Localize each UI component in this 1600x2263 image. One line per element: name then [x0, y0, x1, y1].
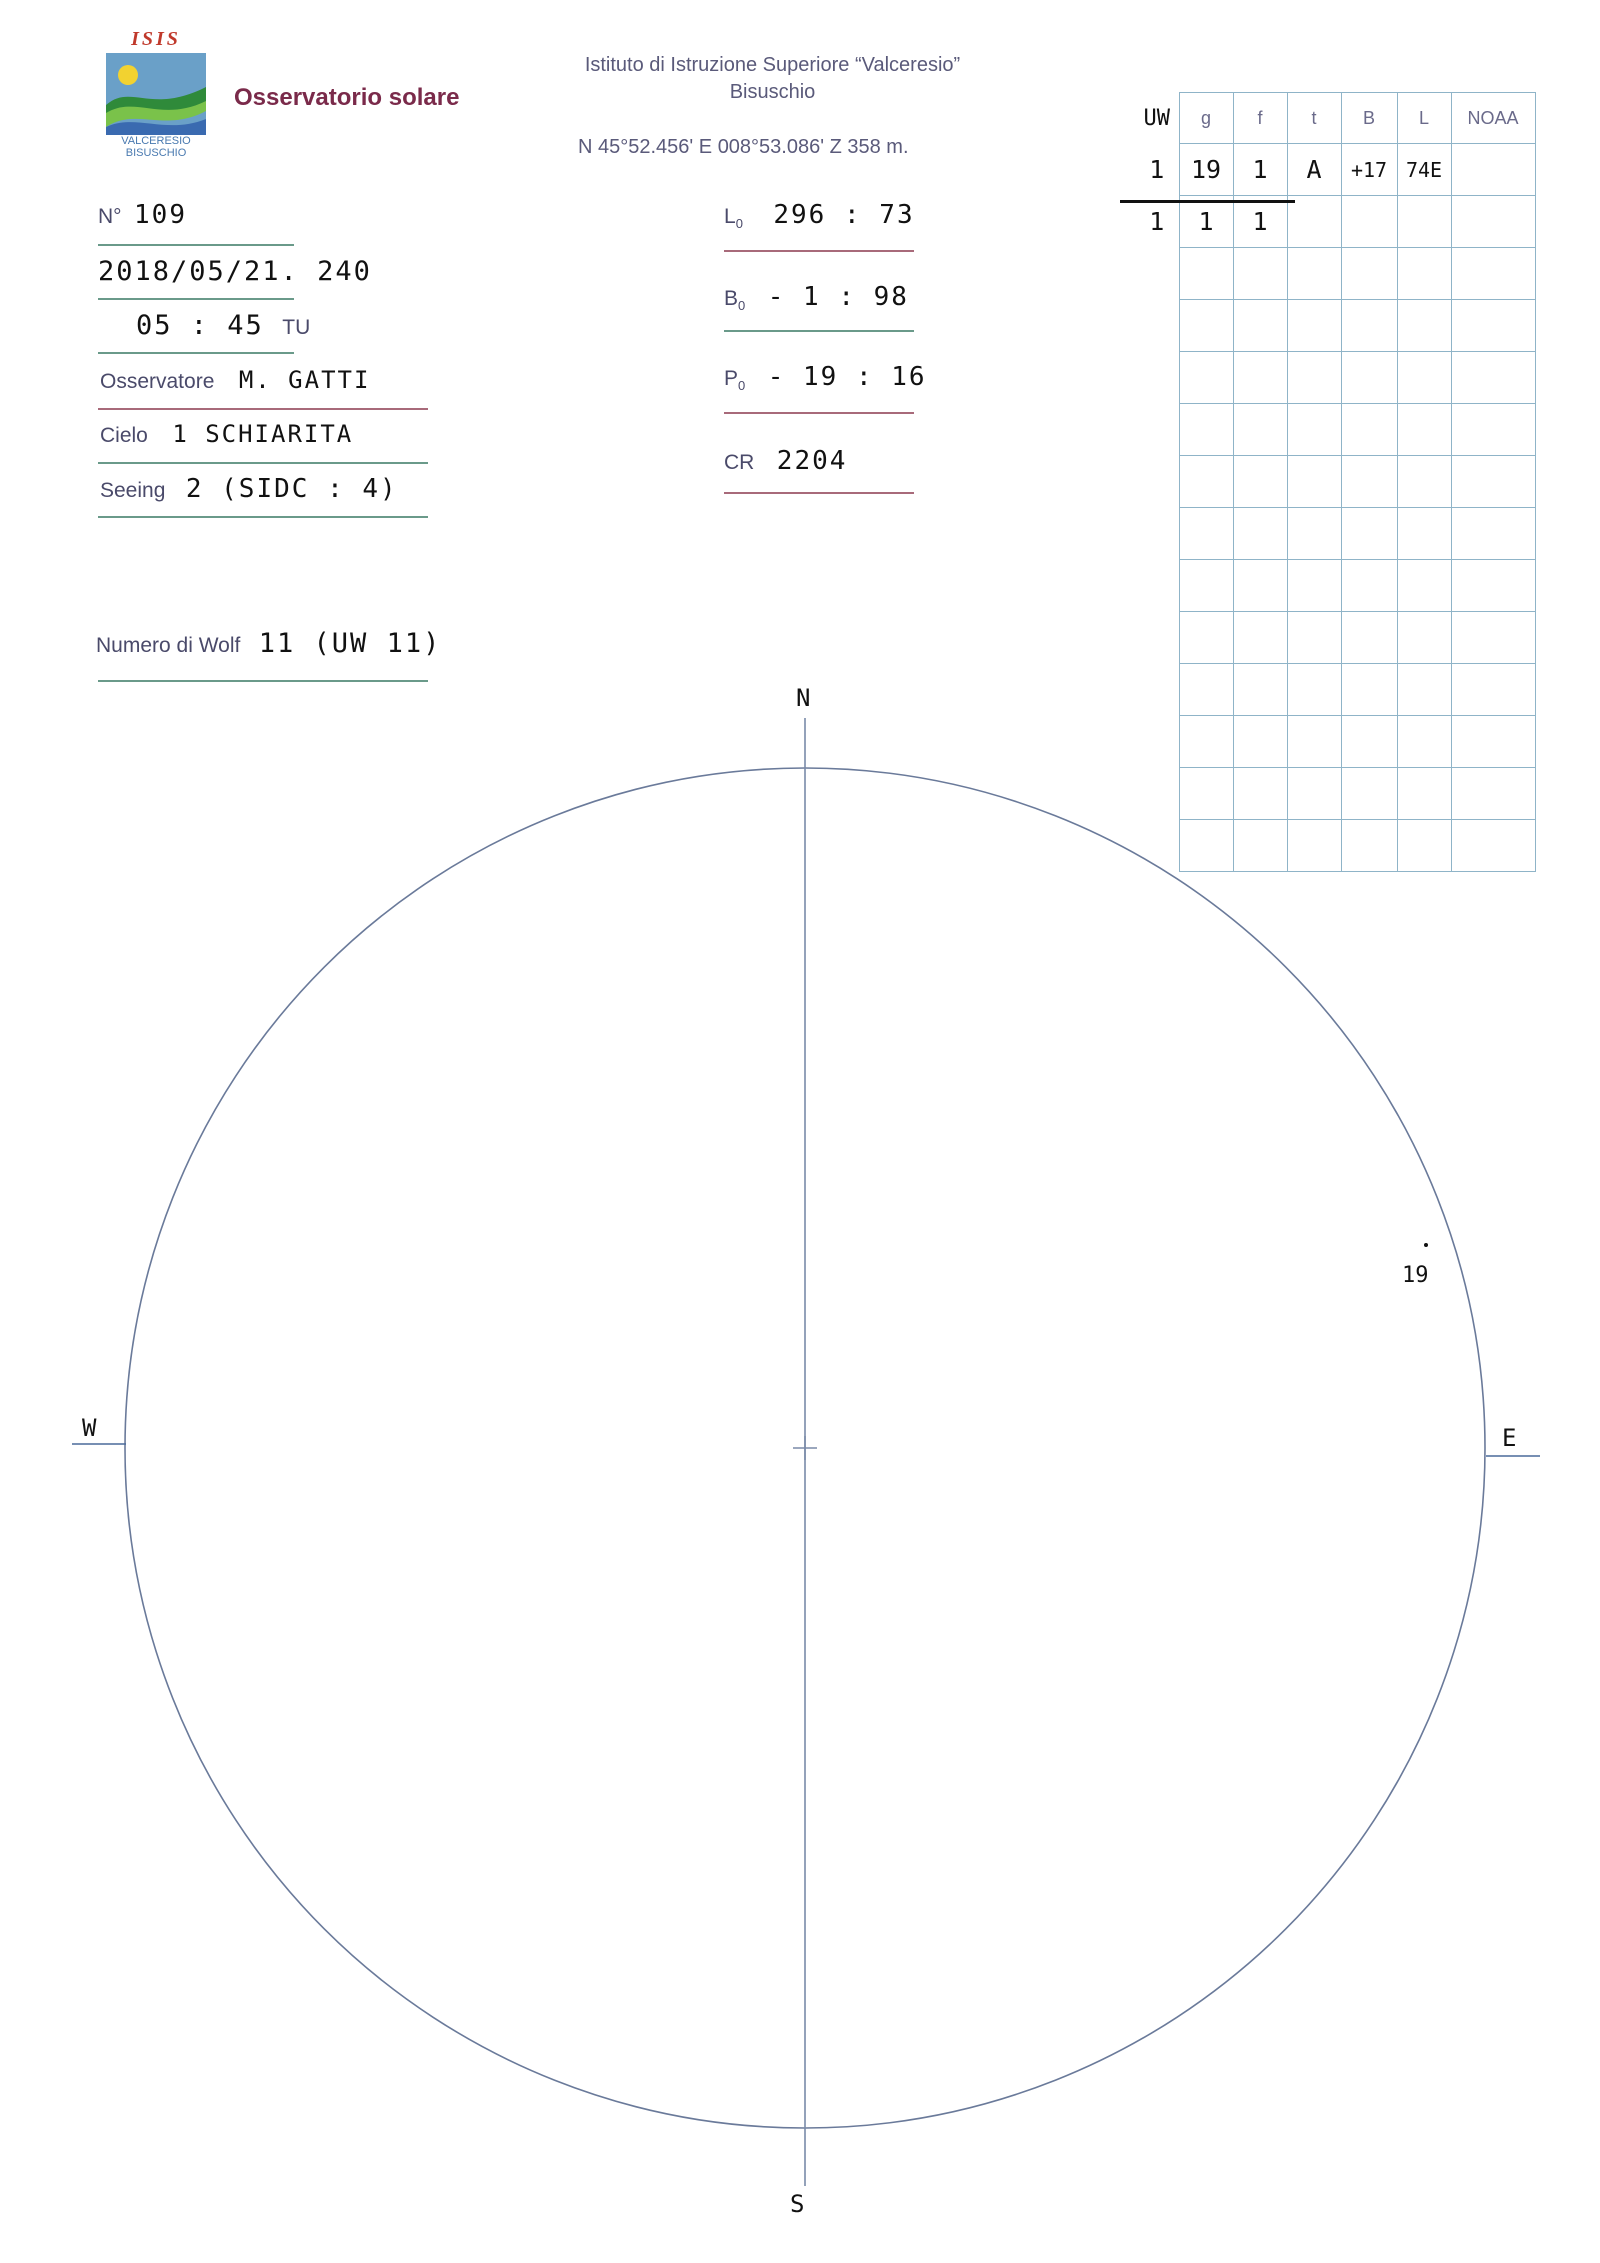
header-f: f [1233, 93, 1287, 144]
cell-b: +17 [1341, 144, 1397, 196]
p0-label: $P_0$ [724, 367, 746, 394]
l0-label: $L_0$ [724, 205, 743, 232]
cell-f: 1 [1233, 196, 1287, 248]
cell-f: 1 [1233, 144, 1287, 196]
number-value: 109 [134, 200, 187, 230]
wolf-number-label: Numero di Wolf [96, 634, 241, 657]
institute-line-2: Bisuschio [729, 81, 816, 103]
sky-value: 1 SCHIARITA [172, 420, 354, 448]
logo-text: ISIS [131, 28, 181, 50]
logo-caption-1: VALCERESIO [121, 135, 191, 147]
sunspot-group-label: 19 [1402, 1263, 1429, 1288]
cell-uw: 1 [1135, 144, 1179, 196]
header-uw: UW [1135, 93, 1179, 144]
header-b: B [1341, 93, 1397, 144]
time-unit: TU [282, 316, 311, 339]
north-label: N [796, 684, 811, 712]
east-label: E [1502, 1424, 1517, 1452]
l0-value: 296 : 73 [773, 200, 915, 230]
west-label: W [82, 1414, 97, 1442]
cell-l: 74E [1397, 144, 1451, 196]
b0-label: $B_0$ [724, 287, 746, 314]
observer-value: M. GATTI [238, 366, 371, 394]
header-g: g [1179, 93, 1233, 144]
institute-line-1: Istituto di Istruzione Superiore “Valceresio” [584, 54, 961, 76]
header-t: t [1287, 93, 1341, 144]
observatory-coordinates: N 45°52.456' E 008°53.086' Z 358 m. [578, 136, 909, 158]
wolf-number-value: 11 (UW 11) [258, 628, 442, 659]
observer-label: Osservatore [100, 370, 215, 393]
time-value: 05 : 45 [136, 310, 264, 341]
sunspot-mark [1424, 1243, 1428, 1247]
header-l: L [1397, 93, 1451, 144]
cr-label: CR [724, 451, 755, 474]
seeing-value: 2 (SIDC : 4) [185, 474, 398, 504]
header-noaa: NOAA [1451, 93, 1535, 144]
cr-value: 2204 [776, 446, 848, 476]
b0-value: - 1 : 98 [767, 282, 909, 312]
sky-label: Cielo [100, 424, 148, 447]
cell-g: 1 [1179, 196, 1233, 248]
number-label: N° [98, 205, 122, 228]
cell-g: 19 [1179, 144, 1233, 196]
cell-uw: 1 [1135, 196, 1179, 248]
cell-t: A [1287, 144, 1341, 196]
observatory-title: Osservatorio solare [234, 84, 460, 111]
seeing-label: Seeing [100, 479, 166, 502]
date-value: 2018/05/21. 240 [98, 256, 372, 287]
logo-caption-2: BISUSCHIO [125, 147, 187, 159]
p0-value: - 19 : 16 [767, 362, 927, 392]
south-label: S [790, 2190, 805, 2218]
